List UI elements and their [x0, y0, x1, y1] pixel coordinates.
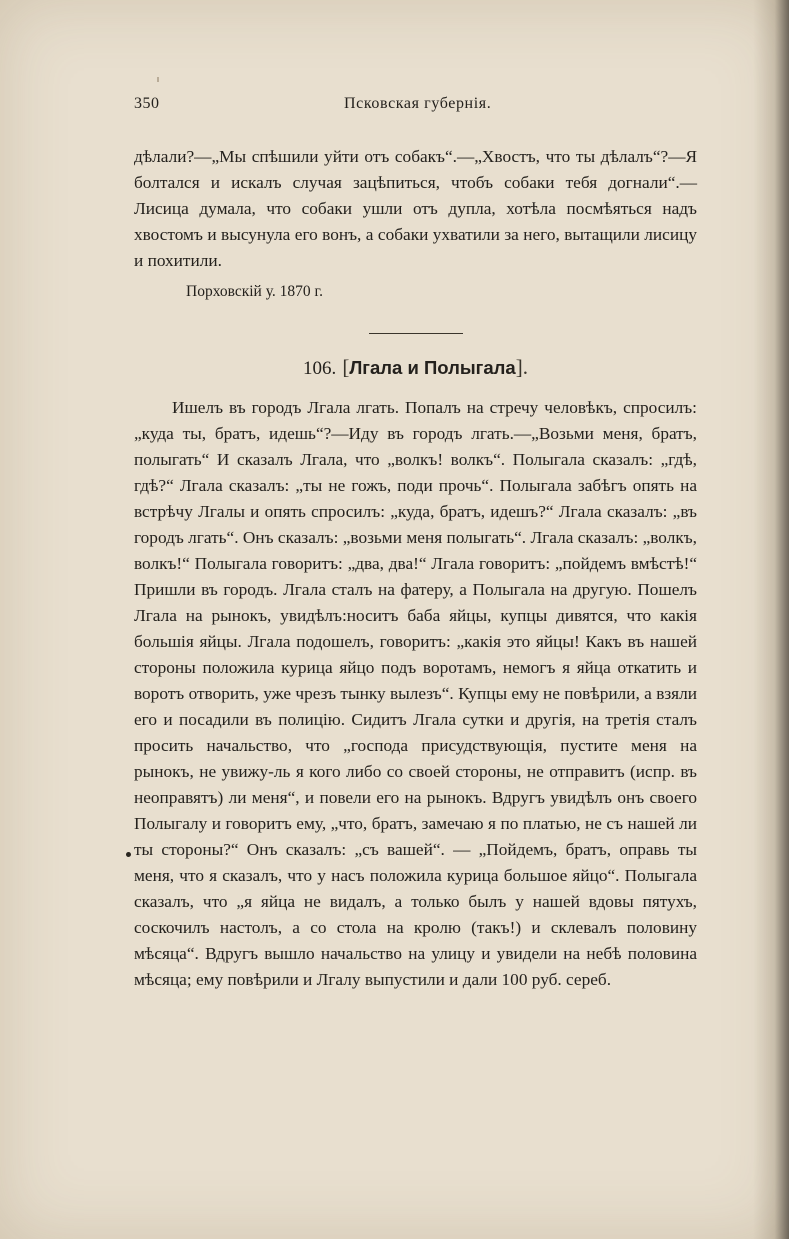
page-number: 350	[134, 95, 160, 112]
tale-number: 106.	[303, 358, 337, 379]
heading-bracket-open: [	[342, 355, 350, 379]
tale-heading	[134, 353, 697, 385]
running-title: Псковская губернія.	[344, 95, 492, 112]
running-head	[134, 95, 697, 125]
source-signature: Порховскій у. 1870 г.	[186, 283, 324, 300]
section-divider	[369, 333, 463, 334]
ink-dot	[126, 852, 131, 857]
tale-text: Ишелъ въ городъ Лгала лгать. Попалъ на стречу человѣкъ, спросилъ: „куда ты, братъ, идешь“?—Иду въ городъ лгать.—„Возьми меня, братъ, полыгать“ И сказалъ Лгала, что „волкъ! волкъ“. Полыгала сказалъ: „гдѣ, гдѣ?“ Лгала сказалъ: „ты не гожъ, поди прочь“. Полыгала забѣгъ опять на встрѣчу Лгалы и опять спросилъ: „куда, братъ, идешъ?“ Лгала сказалъ: „въ городъ лгать“. Онъ сказалъ: „возьми меня полыгать“. Лгала сказалъ: „волкъ, волкъ!“ Полыгала говоритъ: „два, два!“ Лгала говоритъ: „пойдемъ вмѣстѣ!“ Пришли въ городъ. Лгала сталъ на фатеру, а Полыгала на другую. Пошелъ Лгала на рынокъ, увидѣлъ:носитъ баба яйцы, купцы дивятся, что какія большія яйцы. Лгала подошелъ, говоритъ: „какія это яйцы! Какъ въ нашей стороны положила курица яйцо подъ воротамъ, немогъ я яйца откатить и воротъ отворить, уже чрезъ тынку вылезъ“. Купцы ему не повѣрили, а взяли его и посадили въ полицію. Сидитъ Лгала сутки и другія, на третія сталъ просить начальство, что „господа присудствующія, пустите меня на рынокъ, не увижу-ль я кого либо со своей стороны, не отправитъ (испр. въ неоправятъ) ли меня“, и повели его на рынокъ. Вдругъ увидѣлъ онъ своего Полыгалу и говоритъ ему, „что, братъ, замечаю я по платью, не съ нашей ли ты стороны?“ Онъ сказалъ: „съ вашей“. — „Пойдемъ, братъ, оправь ты меня, что я сказалъ, что у насъ положила курица большое яйцо“. Полыгала сказалъ, что „я яйца не видалъ, а только былъ у нашей вдовы пятухъ, соскочилъ настолъ, а со стола на кролю (такъ!) и склевалъ половину мѣсяца“. Вдругъ вышло начальство на улицу и увидели на небѣ половина мѣсяца; ему повѣрили и Лгалу выпустили и дали 100 руб. сереб.	[134, 398, 697, 989]
page-content	[134, 95, 697, 993]
heading-bracket-close: ].	[515, 355, 528, 379]
previous-tale-ending: дѣлали?—„Мы спѣшили уйти отъ собакъ“.—„Хвостъ, что ты дѣлалъ“?—Я болтался и искалъ случая зацѣпиться, чтобъ собаки тебя догнали“.—Лисица думала, что собаки ушли отъ дупла, хотѣла посмѣяться надъ хвостомъ и высунула его вонъ, а собаки ухватили за него, вытащили лисицу и похитили.	[134, 147, 697, 270]
paper-speck	[157, 77, 159, 82]
tale-title: Лгала и Полыгала	[349, 357, 516, 378]
